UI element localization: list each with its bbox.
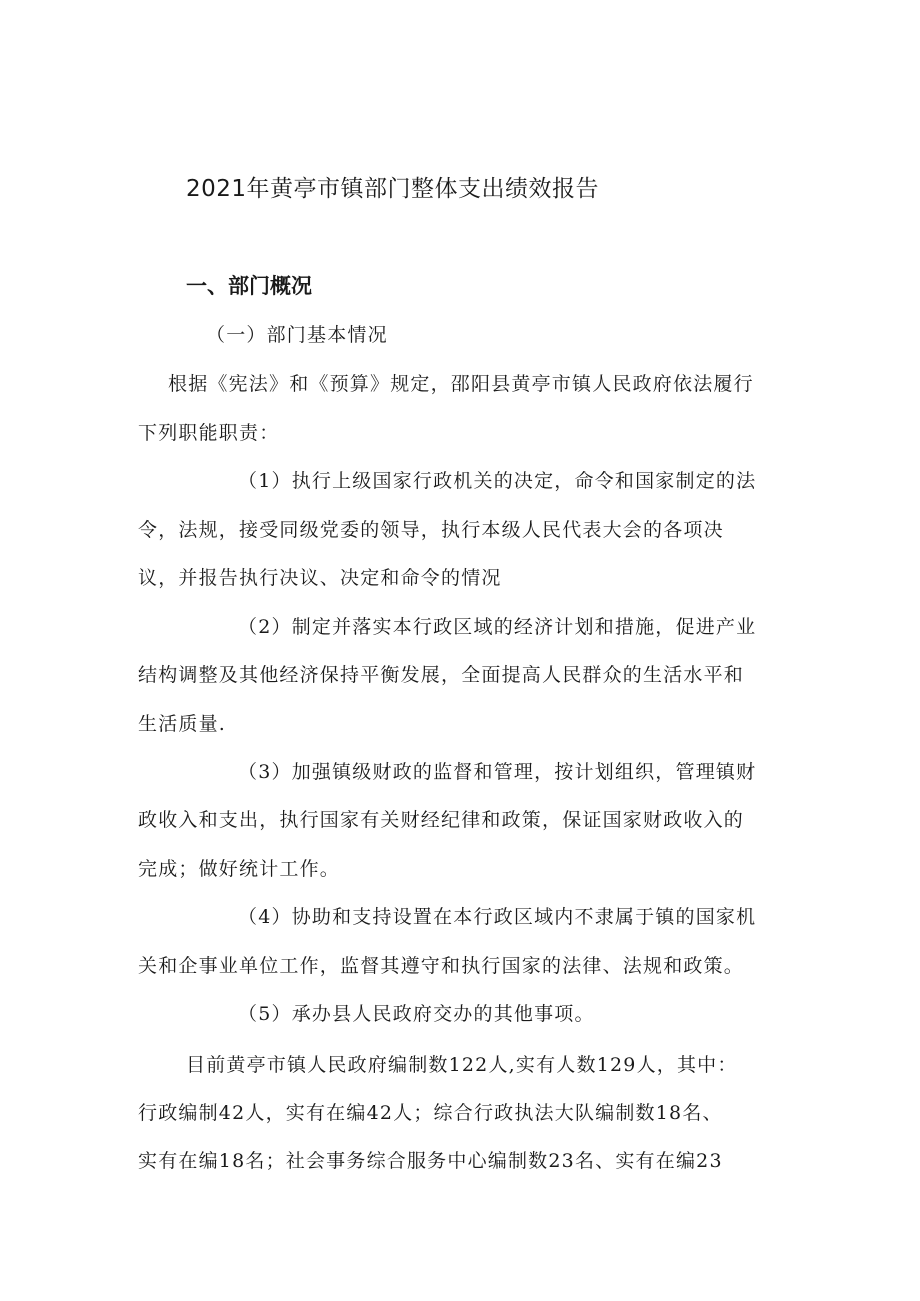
subsection-heading: （一）部门基本情况 <box>206 324 388 346</box>
duty-1-line-1: （1）执行上级国家行政机关的决定，命令和国家制定的法 <box>238 470 757 492</box>
duty-3-line-2: 政收入和支出，执行国家有关财经纪律和政策，保证国家财政收入的 <box>138 809 745 831</box>
duty-4-line-2: 关和企事业单位工作，监督其遵守和执行国家的法律、法规和政策。 <box>138 955 745 977</box>
duty-2-line-1: （2）制定并落实本行政区域的经济计划和措施，促进产业 <box>238 616 757 638</box>
duty-4-line-1: （4）协助和支持设置在本行政区域内不隶属于镇的国家机 <box>238 906 757 928</box>
intro-line-2: 下列职能职责： <box>138 422 280 444</box>
document-title: 2021年黄亭市镇部门整体支出绩效报告 <box>186 176 600 202</box>
intro-line-1: 根据《宪法》和《预算》规定，邵阳县黄亭市镇人民政府依法履行 <box>168 373 754 395</box>
duty-3-line-1: （3）加强镇级财政的监督和管理，按计划组织，管理镇财 <box>238 761 757 783</box>
duty-2-line-3: 生活质量. <box>138 713 227 735</box>
staffing-line-2: 行政编制42人，实有在编42人；综合行政执法大队编制数18名、 <box>138 1102 723 1124</box>
duty-2-line-2: 结构调整及其他经济保持平衡发展，全面提高人民群众的生活水平和 <box>138 664 745 686</box>
duty-5-line-1: （5）承办县人民政府交办的其他事项。 <box>238 1003 595 1025</box>
duty-1-line-3: 议，并报告执行决议、决定和命令的情况 <box>138 567 502 589</box>
duty-1-line-2: 令，法规，接受同级党委的领导，执行本级人民代表大会的各项决 <box>138 519 724 541</box>
section-heading: 一、部门概况 <box>186 274 312 298</box>
duty-3-line-3: 完成；做好统计工作。 <box>138 858 341 880</box>
staffing-line-3: 实有在编18名；社会事务综合服务中心编制数23名、实有在编23 <box>138 1150 723 1172</box>
staffing-line-1: 目前黄亭市镇人民政府编制数122人,实有人数129人，其中： <box>186 1054 738 1076</box>
